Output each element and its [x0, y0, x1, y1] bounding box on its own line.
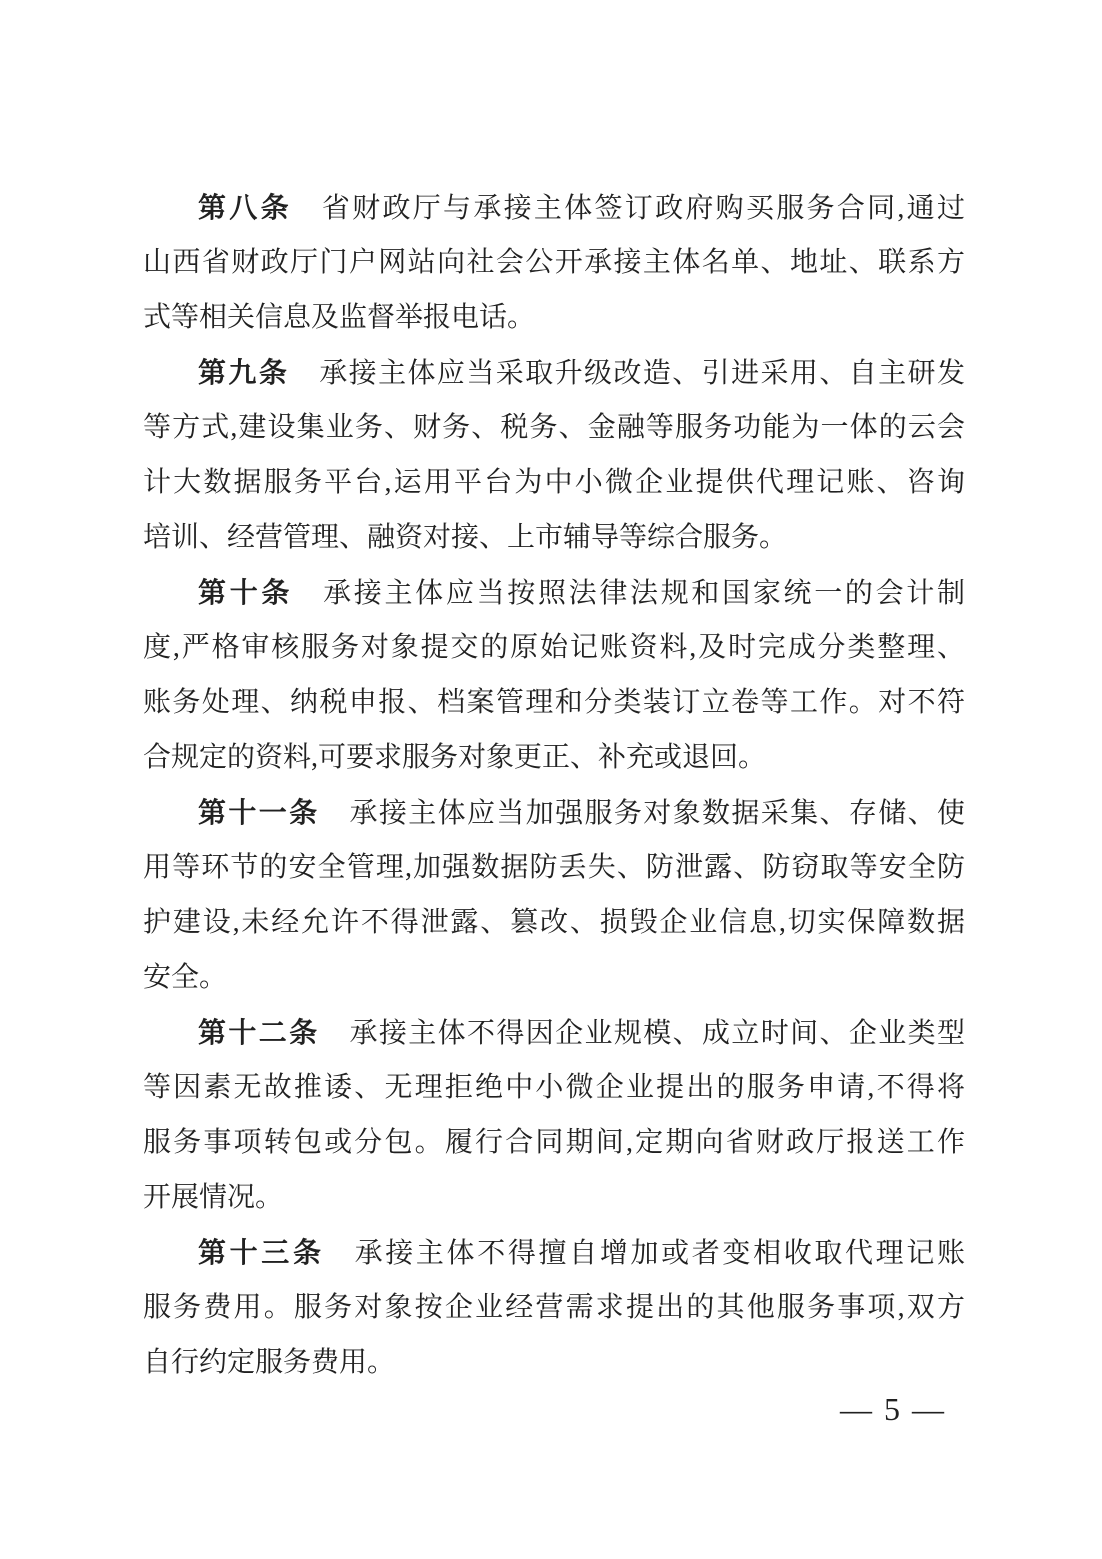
- text-line: 自行约定服务费用。: [143, 1347, 396, 1378]
- text-line: 合规定的资料,可要求服务对象更正、补充或退回。: [143, 742, 767, 773]
- article-number: 第八条: [198, 192, 292, 223]
- text-line: [143, 1225, 965, 1280]
- article-paragraph: [143, 345, 965, 565]
- text-line: [143, 565, 965, 620]
- text-line: 安全。: [143, 962, 228, 993]
- text-line: 培训、经营管理、融资对接、上市辅导等综合服务。: [143, 522, 788, 553]
- article-paragraph: [143, 565, 965, 785]
- text-line: 等因素无故推诿、无理拒绝中小微企业提出的服务申请,不得将: [143, 1072, 965, 1103]
- article-first-line-text: 省财政厅与承接主体签订政府购买服务合同,通过: [321, 193, 965, 224]
- article-number: 第十条: [198, 577, 294, 608]
- text-line: 开展情况。: [143, 1182, 284, 1213]
- article-text-block: [143, 180, 965, 1390]
- article-first-line-text: 承接主体不得因企业规模、成立时间、企业类型: [349, 1018, 965, 1049]
- article-number: 第十三条: [198, 1237, 325, 1268]
- page-number: — 5 —: [840, 1391, 946, 1427]
- article-paragraph: [143, 180, 965, 345]
- article-number: 第九条: [198, 357, 290, 388]
- text-line: 计大数据服务平台,运用平台为中小微企业提供代理记账、咨询: [143, 467, 965, 498]
- article-paragraph: [143, 785, 965, 1005]
- text-line: [143, 345, 965, 400]
- text-line: 护建设,未经允许不得泄露、篡改、损毁企业信息,切实保障数据: [143, 907, 965, 938]
- text-line: 账务处理、纳税申报、档案管理和分类装订立卷等工作。对不符: [143, 687, 965, 718]
- text-line: 服务事项转包或分包。履行合同期间,定期向省财政厅报送工作: [143, 1127, 965, 1158]
- text-line: 度,严格审核服务对象提交的原始记账资料,及时完成分类整理、: [143, 632, 965, 663]
- article-paragraph: [143, 1005, 965, 1225]
- text-line: 等方式,建设集业务、财务、税务、金融等服务功能为一体的云会: [143, 412, 965, 443]
- article-first-line-text: 承接主体应当加强服务对象数据采集、存储、使: [349, 798, 965, 829]
- article-first-line-text: 承接主体不得擅自增加或者变相收取代理记账: [354, 1238, 965, 1269]
- text-line: [143, 785, 965, 840]
- article-number: 第十一条: [198, 797, 320, 828]
- text-line: [143, 1005, 965, 1060]
- text-line: 式等相关信息及监督举报电话。: [143, 302, 536, 333]
- article-paragraph: [143, 1225, 965, 1390]
- article-first-line-text: 承接主体应当按照法律法规和国家统一的会计制: [323, 578, 965, 609]
- text-line: 山西省财政厅门户网站向社会公开承接主体名单、地址、联系方: [143, 247, 965, 278]
- text-line: 用等环节的安全管理,加强数据防丢失、防泄露、防窃取等安全防: [143, 852, 965, 883]
- article-first-line-text: 承接主体应当采取升级改造、引进采用、自主研发: [319, 358, 965, 389]
- text-line: [143, 180, 965, 235]
- text-line: 服务费用。服务对象按企业经营需求提出的其他服务事项,双方: [143, 1292, 965, 1323]
- article-number: 第十二条: [198, 1017, 320, 1048]
